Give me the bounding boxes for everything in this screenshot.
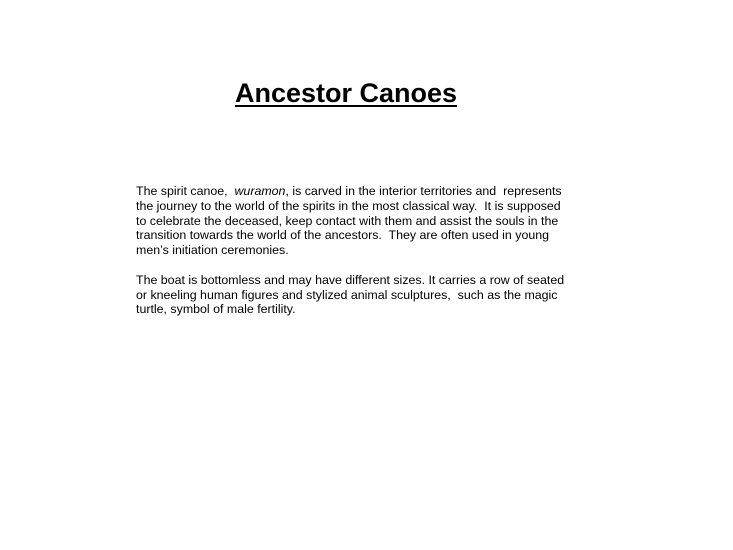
paragraph-spirit-canoe (136, 184, 566, 258)
text-line: or kneeling human figures and stylized animal sculptures, such as the magic (136, 287, 558, 302)
text-line: men’s initiation ceremonies. (136, 243, 289, 258)
paragraph-boat (136, 273, 566, 317)
text-line: transition towards the world of the ancestors. They are often used in young (136, 228, 550, 243)
text-line (136, 184, 566, 199)
text-line: turtle, symbol of male fertility. (136, 302, 296, 317)
slide-title: Ancestor Canoes (234, 78, 458, 108)
text-segment: , is carved in the interior territories and represents (285, 184, 562, 198)
italic-term: wuramon (234, 184, 286, 198)
text-segment: The spirit canoe, (136, 184, 235, 198)
text-line: to celebrate the deceased, keep contact with them and assist the souls in the (136, 213, 559, 228)
body-text (136, 184, 566, 332)
text-line: The boat is bottomless and may have different sizes. It carries a row of seated (136, 272, 565, 287)
text-line: the journey to the world of the spirits in the most classical way. It is supposed (136, 198, 561, 213)
